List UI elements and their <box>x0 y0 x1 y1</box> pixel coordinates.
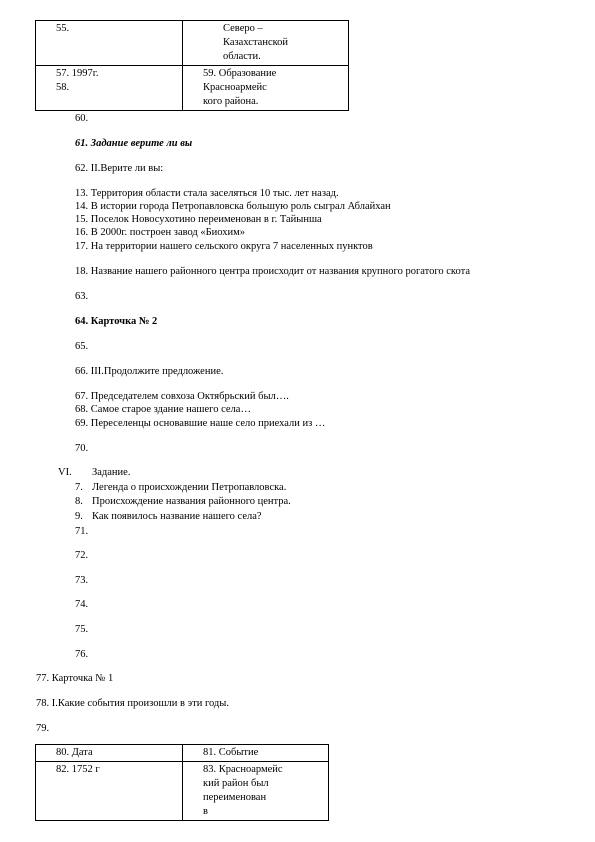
cell-text: 59. Образование Красноармейс кого района. <box>203 68 277 107</box>
line-66: 66. III.Продолжите предложение. <box>75 366 224 377</box>
cell-text: 82. 1752 г <box>56 764 100 775</box>
line-60: 60. <box>75 113 89 124</box>
line-65: 65. <box>75 341 89 352</box>
table-row <box>36 66 349 111</box>
item-9-number: 9. <box>75 511 83 522</box>
statement-16: 16. В 2000г. построен завод «Биохим» <box>75 227 246 238</box>
line-75: 75. <box>75 624 89 635</box>
line-78: 78. I.Какие события произошли в эти годы. <box>36 698 229 709</box>
table-cell <box>183 762 329 821</box>
table-cell <box>183 66 349 111</box>
line-74: 74. <box>75 599 89 610</box>
sentence-68: 68. Самое старое здание нашего села… <box>75 404 251 415</box>
card-1-heading: 77. Карточка № 1 <box>36 673 114 684</box>
cell-text: 55. <box>56 23 70 34</box>
sentence-69: 69. Переселенцы основавшие наше село приехали из … <box>75 418 326 429</box>
statement-13: 13. Территория области стала заселяться 10 тыс. лет назад. <box>75 188 339 199</box>
column-header-event: 81. Событие <box>203 747 259 758</box>
item-8-number: 8. <box>75 496 83 507</box>
table-header-cell <box>183 745 329 762</box>
table-cell <box>36 21 183 66</box>
table-cell <box>36 66 183 111</box>
item-7-text: Легенда о происхождении Петропавловска. <box>92 482 287 493</box>
statement-17: 17. На территории нашего сельского округа 7 населенных пунктов <box>75 241 373 252</box>
column-header-date: 80. Дата <box>56 747 93 758</box>
line-73: 73. <box>75 575 89 586</box>
table-header-cell <box>36 745 183 762</box>
line-72: 72. <box>75 550 89 561</box>
table-cell <box>183 21 349 66</box>
line-76: 76. <box>75 649 89 660</box>
line-63: 63. <box>75 291 89 302</box>
table-header-row <box>36 745 329 762</box>
line-70: 70. <box>75 443 89 454</box>
cell-text: 83. Красноармейс кий район был переименован в <box>203 764 283 817</box>
line-79: 79. <box>36 723 50 734</box>
item-7-number: 7. <box>75 482 83 493</box>
task-heading-believe: 61. Задание верите ли вы <box>75 138 193 149</box>
cell-text: Северо – Казахстанской области. <box>223 23 289 62</box>
table-cell <box>36 762 183 821</box>
line-71: 71. <box>75 526 89 537</box>
item-8-text: Происхождение названия районного центра. <box>92 496 291 507</box>
section-vi-title: Задание. <box>92 467 131 478</box>
item-9-text: Как появилось название нашего села? <box>92 511 262 522</box>
table-row <box>36 762 329 821</box>
cell-text: 57. 1997г. 58. <box>56 68 99 93</box>
table-row <box>36 21 349 66</box>
statement-18: 18. Название нашего районного центра происходит от названия крупного рогатого скота <box>75 266 470 277</box>
line-62: 62. II.Верите ли вы: <box>75 163 164 174</box>
events-table-bottom <box>35 744 329 821</box>
card-2-heading: 64. Карточка № 2 <box>75 316 158 327</box>
events-table-top <box>35 20 349 111</box>
section-vi-number: VI. <box>58 467 72 478</box>
statement-14: 14. В истории города Петропавловска большую роль сыграл Аблайхан <box>75 201 391 212</box>
statement-15: 15. Поселок Новосухотино переименован в г. Тайынша <box>75 214 322 225</box>
sentence-67: 67. Председателем совхоза Октябрьский был…. <box>75 391 289 402</box>
